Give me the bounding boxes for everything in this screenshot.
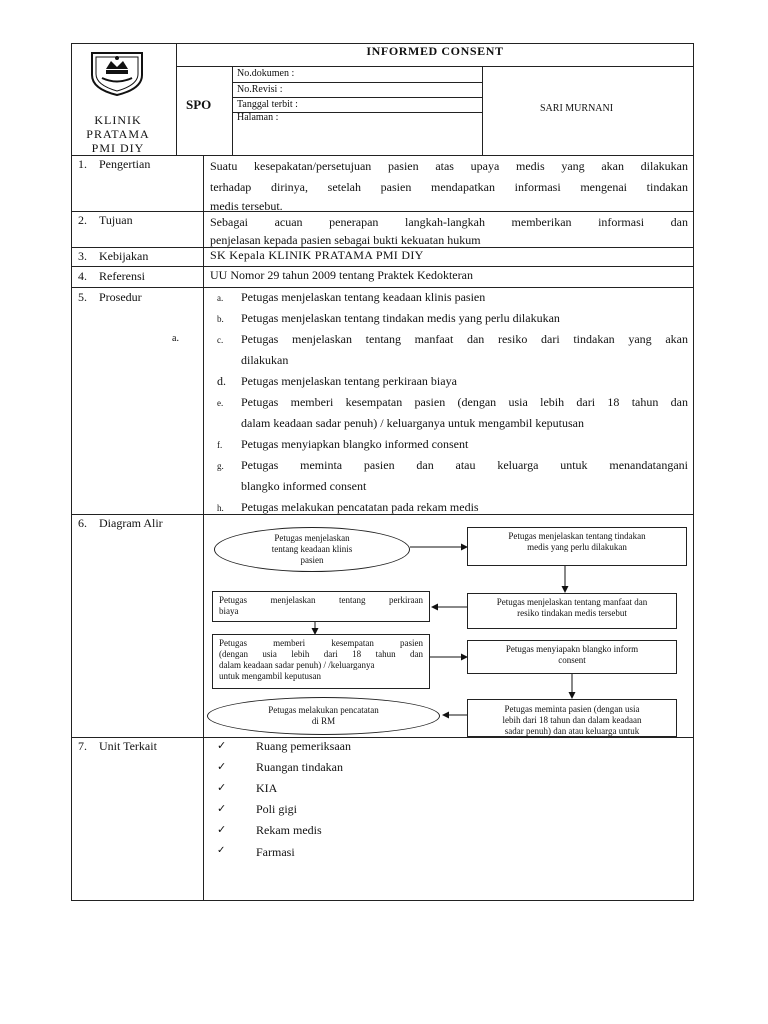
node-text: pasien [300,555,324,565]
list-item: Petugas memberi kesempatan pasien (dengan usia lebih dari 18 tahun dan [241,395,688,409]
flow-node-1 [214,527,410,572]
list-marker: e. [217,398,224,408]
list-item: Petugas menyiapkan blangko informed consent [241,437,469,451]
unit-item: Rekam medis [256,823,322,837]
referensi-text: UU Nomor 29 tahun 2009 tentang Praktek Kedokteran [210,268,473,282]
clinic-name-line-1: KLINIK [94,113,142,127]
field-tanggal-terbit: Tanggal terbit : [237,99,298,110]
pengertian-text [210,156,688,217]
text-line: medis tersebut. [210,199,283,213]
node-text: lebih dari 18 tahun dan dalam keadaan [502,715,642,725]
node-text: tentang keadaan klinis [271,544,353,554]
list-item: Petugas menjelaskan tentang manfaat dan resiko dari tindakan yang akan [241,332,688,346]
list-item-cont: dalam keadaan sadar penuh) / keluarganya untuk mengambil keputusan [241,416,584,430]
clinic-logo [86,47,148,97]
clinic-name [86,113,150,155]
document-title: INFORMED CONSENT [366,44,504,58]
text-line: Suatu kesepakatan/persetujuan pasien atas upaya medis yang akan dilakukan [210,159,688,173]
node-text: Petugas menyiapakn blangko inform [505,644,639,654]
checkmark-icon: ✓ [217,760,227,773]
node-text: resiko tindakan medis tersebut [517,608,627,618]
list-marker: f. [217,440,223,450]
node-text: Petugas menjelaskan tentang manfaat dan [496,597,648,607]
node-text: Petugas menjelaskan tentang tindakan [508,531,646,541]
node-text: di RM [311,716,336,726]
node-text: Petugas memberi kesempatan pasien [219,638,423,648]
checkmark-icon: ✓ [217,739,227,752]
list-marker: h. [217,503,224,513]
row-number: 1. [78,157,87,171]
node-text: Petugas meminta pasien (dengan usia [504,704,640,714]
row-label-tujuan: Tujuan [99,213,133,227]
tujuan-text [210,212,688,251]
node-text: consent [558,655,586,665]
list-item: Petugas menjelaskan tentang perkiraan biaya [241,374,457,388]
unit-item: Farmasi [256,845,295,859]
prosedur-side-marker: a. [172,333,179,344]
list-item-cont: blangko informed consent [241,479,367,493]
list-marker: c. [217,335,224,345]
text-line: penjelasan kepada pasien sebagai bukti kekuatan hukum [210,233,481,247]
node-text: medis yang perlu dilakukan [527,542,627,552]
flow-node-5 [212,634,430,689]
signer-name: SARI MURNANI [540,103,614,114]
list-item: Petugas melakukan pencatatan pada rekam medis [241,500,479,514]
field-no-dokumen: No.dokumen : [237,68,295,79]
row-number: 7. [78,739,87,753]
list-item: Petugas menjelaskan tentang keadaan klinis pasien [241,290,486,304]
text-line: terhadap dirinya, setelah pasien mendapatkan informasi mengenai tindakan [210,180,688,194]
clinic-name-line-3: PMI DIY [91,141,145,155]
clinic-name-line-2: PRATAMA [86,127,150,141]
list-item: Petugas menjelaskan tentang tindakan medis yang perlu dilakukan [241,311,560,325]
checkmark-icon: ✓ [217,802,227,815]
row-number: 3. [78,249,87,263]
row-number: 4. [78,269,87,283]
checkmark-icon: ✓ [217,781,227,794]
node-text: untuk mengambil keputusan [219,671,321,681]
row-label-unit-terkait: Unit Terkait [99,739,157,753]
row-number: 5. [78,290,87,304]
list-item-cont: dilakukan [241,353,289,367]
row-number: 2. [78,213,87,227]
node-text: biaya [219,606,239,616]
unit-item: Poli gigi [256,802,298,816]
spo-label: SPO [186,97,212,112]
node-text: Petugas menjelaskan tentang perkiraan [219,595,423,605]
checkmark-icon: ✓ [217,823,227,836]
list-item: Petugas meminta pasien dan atau keluarga untuk menandatangani [241,458,688,472]
list-marker: a. [217,293,224,303]
node-text: dalam keadaan sadar penuh) / /keluarganya [219,660,375,670]
field-halaman: Halaman : [237,112,279,123]
field-no-revisi: No.Revisi : [237,84,283,95]
list-marker: g. [217,461,224,471]
checkmark-icon: ✓ [217,845,226,856]
flow-node-4 [212,591,430,622]
list-marker: b. [217,314,224,324]
flow-node-2 [467,527,687,566]
flow-node-7 [467,699,677,737]
row-label-pengertian: Pengertian [99,157,151,171]
flow-node-3 [467,593,677,629]
list-marker: d. [217,374,226,388]
row-label-referensi: Referensi [99,269,145,283]
unit-item: Ruangan tindakan [256,760,343,774]
row-label-kebijakan: Kebijakan [99,249,149,263]
kebijakan-text: SK Kepala KLINIK PRATAMA PMI DIY [210,248,424,262]
node-text: (dengan usia lebih dari 18 tahun dan [219,649,423,659]
unit-item: Ruang pemeriksaan [256,739,351,753]
row-label-prosedur: Prosedur [99,290,142,304]
unit-item: KIA [256,781,278,795]
text-line: Sebagai acuan penerapan langkah-langkah memberikan informasi dan [210,215,688,229]
flow-node-6 [467,640,677,674]
node-text: sadar penuh) dan atau keluarga untuk [504,726,640,736]
node-text: Petugas menjelaskan [274,533,350,543]
flow-node-8 [207,697,440,735]
node-text: Petugas melakukan pencatatan [268,705,379,715]
row-number: 6. [78,516,87,530]
row-label-diagram-alir: Diagram Alir [99,516,163,530]
